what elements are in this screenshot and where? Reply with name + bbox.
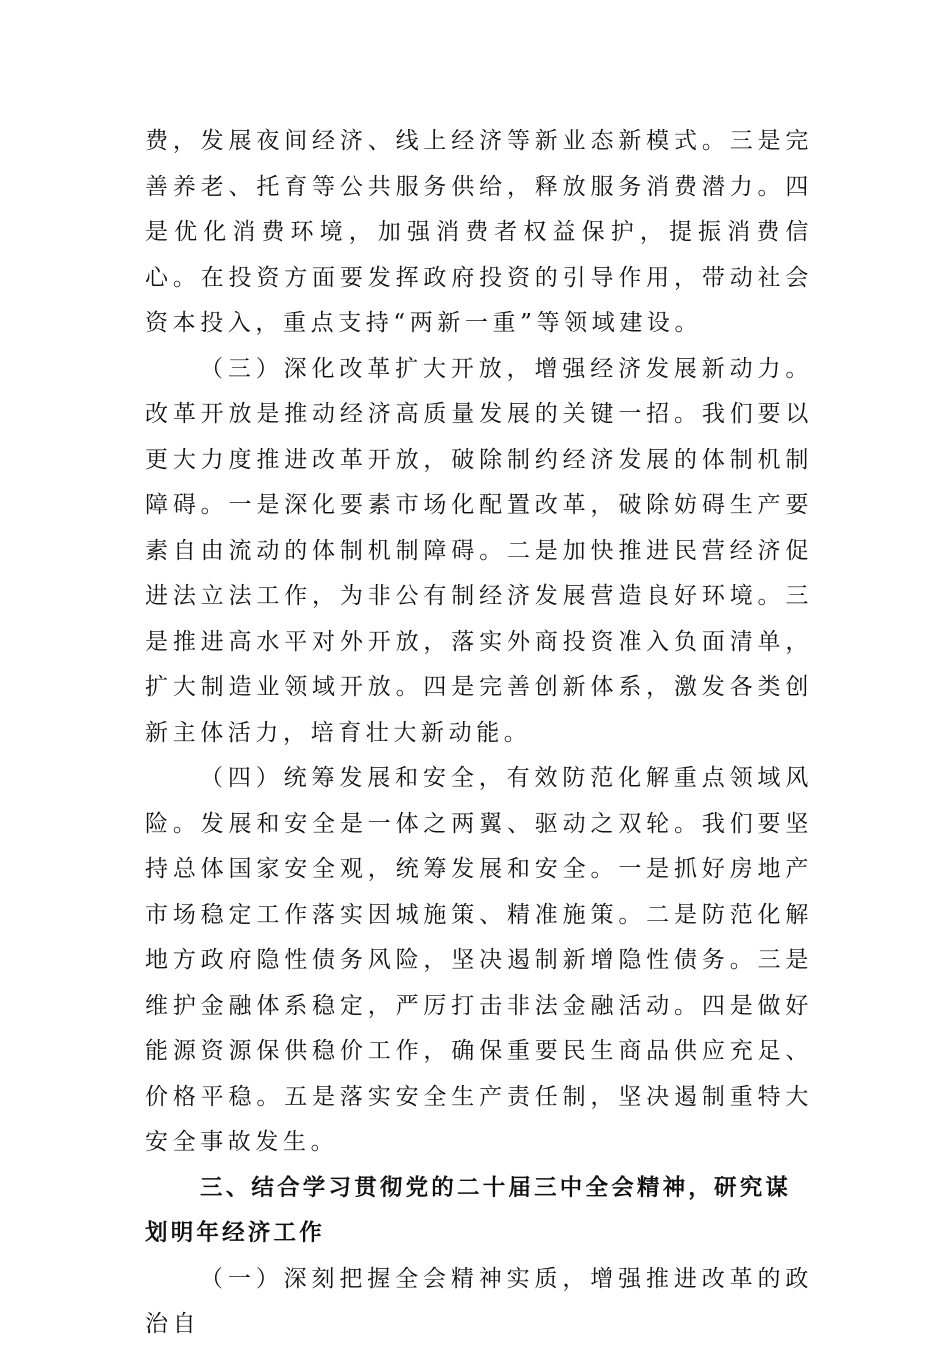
section-heading: 三、结合学习贯彻党的二十届三中全会精神，研究谋划明年经济工作	[145, 1174, 792, 1246]
paragraph-consumption-investment: 费，发展夜间经济、线上经济等新业态新模式。三是完善养老、托育等公共服务供给，释放服务消费潜力。四是优化消费环境，加强消费者权益保护，提振消费信心。在投资方面要发挥政府投资的引导作用，带动社会资本投入，重点支持“两新一重”等领域建设。	[145, 128, 813, 336]
paragraph-development-security: （四）统筹发展和安全，有效防范化解重点领域风险。发展和安全是一体之两翼、驱动之双轮。我们要坚持总体国家安全观，统筹发展和安全。一是抓好房地产市场稳定工作落实因城施策、精准施策。二是防范化解地方政府隐性债务风险，坚决遏制新增隐性债务。三是维护金融体系稳定，严厉打击非法金融活动。四是做好能源资源保供稳价工作，确保重要民生商品供应充足、价格平稳。五是落实安全生产责任制，坚决遏制重特大安全事故发生。	[145, 765, 813, 1155]
paragraph-plenary-spirit: （一）深刻把握全会精神实质，增强推进改革的政治自	[145, 1265, 813, 1337]
paragraph-reform-opening: （三）深化改革扩大开放，增强经济发展新动力。改革开放是推动经济高质量发展的关键一招。我们要以更大力度推进改革开放，破除制约经济发展的体制机制障碍。一是深化要素市场化配置改革，破除妨碍生产要素自由流动的体制机制障碍。二是加快推进民营经济促进法立法工作，为非公有制经济发展营造良好环境。三是推进高水平对外开放，落实外商投资准入负面清单，扩大制造业领域开放。四是完善创新体系，激发各类创新主体活力，培育壮大新动能。	[145, 355, 813, 746]
document-body	[145, 119, 813, 1348]
